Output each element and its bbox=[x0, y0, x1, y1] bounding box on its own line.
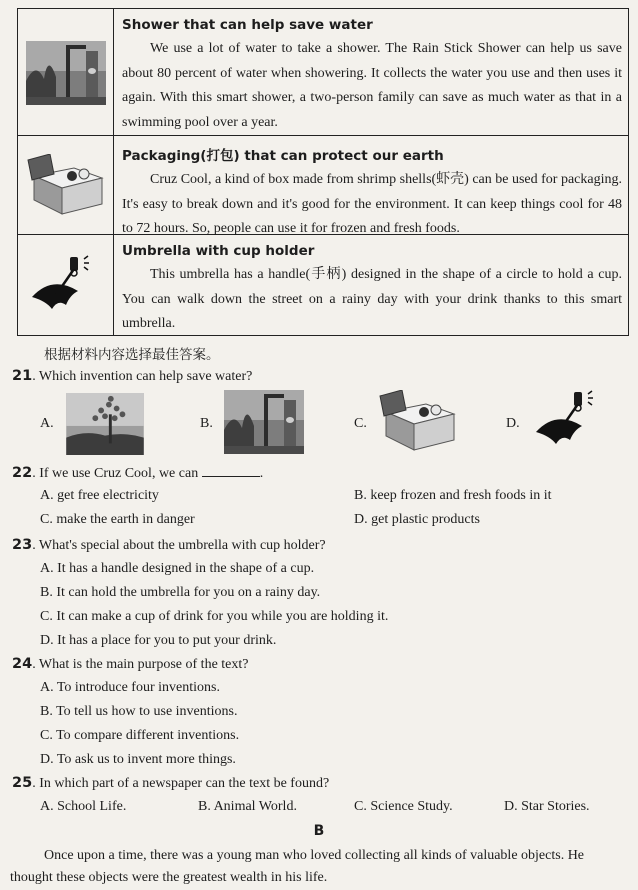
option-22-a[interactable]: A. get free electricity bbox=[40, 488, 159, 503]
option-23-a[interactable]: A. It has a handle designed in the shape of a cup. bbox=[40, 561, 315, 576]
row-title: Packaging(打包) that can protect our earth bbox=[122, 148, 444, 164]
shower-photo-icon bbox=[26, 41, 106, 105]
instruction-text: 根据材料内容选择最佳答案。 bbox=[44, 347, 220, 363]
option-25-b[interactable]: B. Animal World. bbox=[198, 799, 297, 814]
story-paragraph: Once upon a time, there was a young man who loved collecting all kinds of valuable objects. He thought these objects were the greatest wealth in his life. bbox=[10, 848, 585, 885]
question-25: 25. In which part of a newspaper can the text be found? bbox=[12, 775, 330, 791]
row-body: We use a lot of water to take a shower. The Rain Stick Shower can help us save about 80 percent of water when showering. It collects the water you use and then uses it again. With this smart shower, a two-person family can save as much water as that in a swimming pool over a year. bbox=[122, 41, 622, 130]
row-body: This umbrella has a handle(手柄) designed in the shape of a circle to hold a cup. You can walk down the street on a rainy day with your drink thanks to this smart umbrella. bbox=[122, 267, 622, 331]
row-title: Shower that can help save water bbox=[122, 17, 373, 33]
option-21-b[interactable]: B. bbox=[200, 416, 213, 431]
option-25-c[interactable]: C. Science Study. bbox=[354, 799, 453, 814]
row-body: Cruz Cool, a kind of box made from shrimp shells(虾壳) can be used for packaging. It's easy to break down and it's good for the environment. It can keep things cool for 48 to 72 hours. So, people can use it for frozen and fresh foods. bbox=[122, 172, 623, 236]
table-row-packaging bbox=[18, 136, 628, 235]
section-heading: B bbox=[313, 823, 325, 839]
option-24-b[interactable]: B. To tell us how to use inventions. bbox=[40, 704, 238, 719]
tree-photo-icon bbox=[62, 393, 148, 455]
option-22-c[interactable]: C. make the earth in danger bbox=[40, 512, 195, 527]
question-22: 22. If we use Cruz Cool, we can . bbox=[12, 465, 264, 481]
option-21-d[interactable]: D. bbox=[506, 416, 520, 431]
shower-photo-icon bbox=[222, 390, 306, 454]
answer-blank bbox=[202, 464, 260, 477]
option-25-a[interactable]: A. School Life. bbox=[40, 799, 127, 814]
option-24-a[interactable]: A. To introduce four inventions. bbox=[40, 680, 220, 695]
reading-table bbox=[17, 8, 629, 336]
umbrella-photo-icon bbox=[528, 390, 612, 454]
cooler-box-photo-icon bbox=[376, 390, 460, 454]
option-22-d[interactable]: D. get plastic products bbox=[354, 512, 480, 527]
question-23: 23. What's special about the umbrella with cup holder? bbox=[12, 537, 326, 553]
question-24: 24. What is the main purpose of the text? bbox=[12, 656, 249, 672]
table-row-shower bbox=[18, 9, 628, 136]
umbrella-photo-icon bbox=[26, 255, 106, 319]
option-23-d[interactable]: D. It has a place for you to put your drink. bbox=[40, 633, 277, 648]
option-23-b[interactable]: B. It can hold the umbrella for you on a rainy day. bbox=[40, 585, 321, 600]
option-24-d[interactable]: D. To ask us to invent more things. bbox=[40, 752, 236, 767]
option-23-c[interactable]: C. It can make a cup of drink for you while you are holding it. bbox=[40, 609, 389, 624]
row-title: Umbrella with cup holder bbox=[122, 243, 315, 259]
option-21-c[interactable]: C. bbox=[354, 416, 367, 431]
option-22-b[interactable]: B. keep frozen and fresh foods in it bbox=[354, 488, 552, 503]
option-25-d[interactable]: D. Star Stories. bbox=[504, 799, 590, 814]
option-21-a[interactable]: A. bbox=[40, 416, 54, 431]
question-21: 21. Which invention can help save water? bbox=[12, 368, 253, 384]
table-row-umbrella bbox=[18, 235, 628, 335]
cooler-box-photo-icon bbox=[26, 154, 106, 218]
option-24-c[interactable]: C. To compare different inventions. bbox=[40, 728, 240, 743]
